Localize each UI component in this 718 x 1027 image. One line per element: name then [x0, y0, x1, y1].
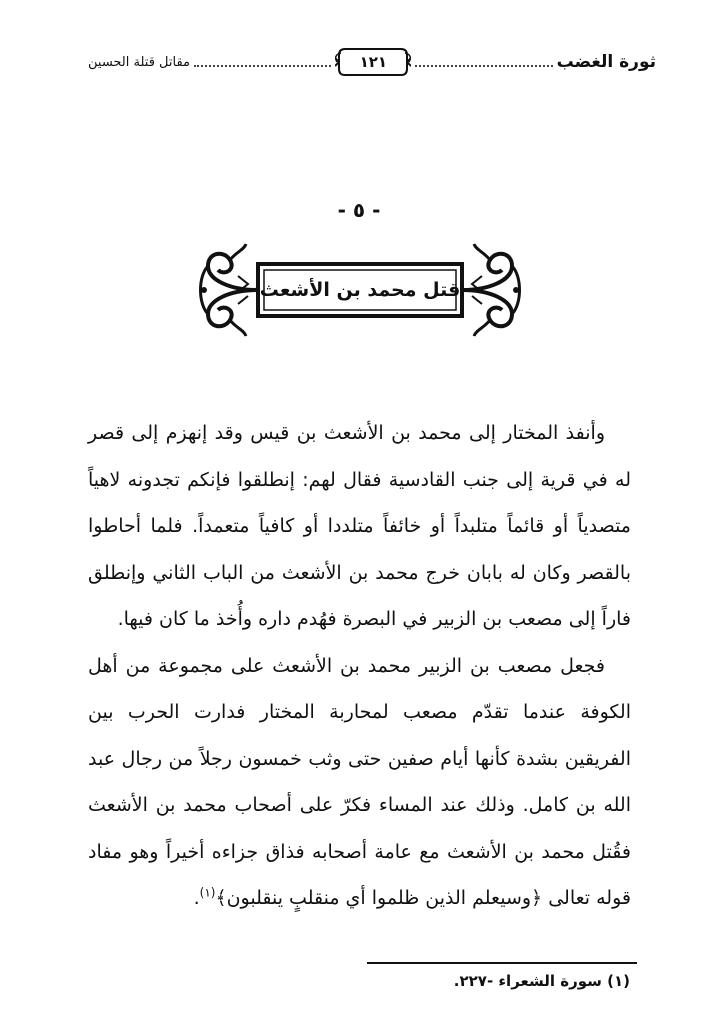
paragraph-end: .: [193, 887, 200, 909]
page-number-badge: [335, 45, 411, 79]
paragraph: [88, 643, 631, 922]
footnote-divider: [367, 962, 637, 964]
chapter-number: - ٥ -: [337, 198, 381, 222]
chapter-title-ornament: [190, 240, 530, 340]
chapter-title: قتل محمد بن الأشعث: [259, 279, 461, 301]
chapter-running-title: مقاتل قتلة الحسين: [88, 54, 191, 70]
running-header: [88, 42, 656, 82]
footnote-reference: (١): [199, 885, 216, 900]
book-title: ثورة الغضب: [556, 52, 656, 72]
footnote: (١) سورة الشعراء -٢٢٧.: [453, 972, 630, 990]
paragraph: وأنفذ المختار إلى محمد بن الأشعث بن قيس وقد إنهزم إلى قصر له في قرية إلى جنب القادسية فقال لهم: إنطلقوا فإنكم تجدونه لاهياً متصدياً أو قائماً متلبداً أو خائفاً متلددا أو كافياً متعمداً. فلما أحاطوا بالقصر وكان له بابان خرج محمد بن الأشعث من الباب الثاني وإنطلق فاراً إلى مصعب بن الزبير في البصرة فهُدم داره وأُخذ ما كان فيها.: [88, 422, 631, 630]
header-dotted-leader: [194, 65, 331, 67]
header-dotted-leader: [415, 65, 552, 67]
paragraph-text: فجعل مصعب بن الزبير محمد بن الأشعث على مجموعة من أهل الكوفة عندما تقدّم مصعب لمحاربة المختار فدارت الحرب بين الفريقين بشدة كأنها أيام صفين حتى وثب خمسون رجلاً من رجال عبد الله بن كامل. وذلك عند المساء فكرّ على أصحاب محمد بن الأشعث فقُتل محمد بن الأشعث مع عامة أصحابه فذاق جزاءه أخيراً وهو مفاد قوله تعالى ﴿وسيعلم الذين ظلموا أي منقلبٍ ينقلبون﴾: [88, 654, 631, 909]
body-text: [88, 410, 631, 922]
page-number: ١٢١: [359, 53, 388, 71]
